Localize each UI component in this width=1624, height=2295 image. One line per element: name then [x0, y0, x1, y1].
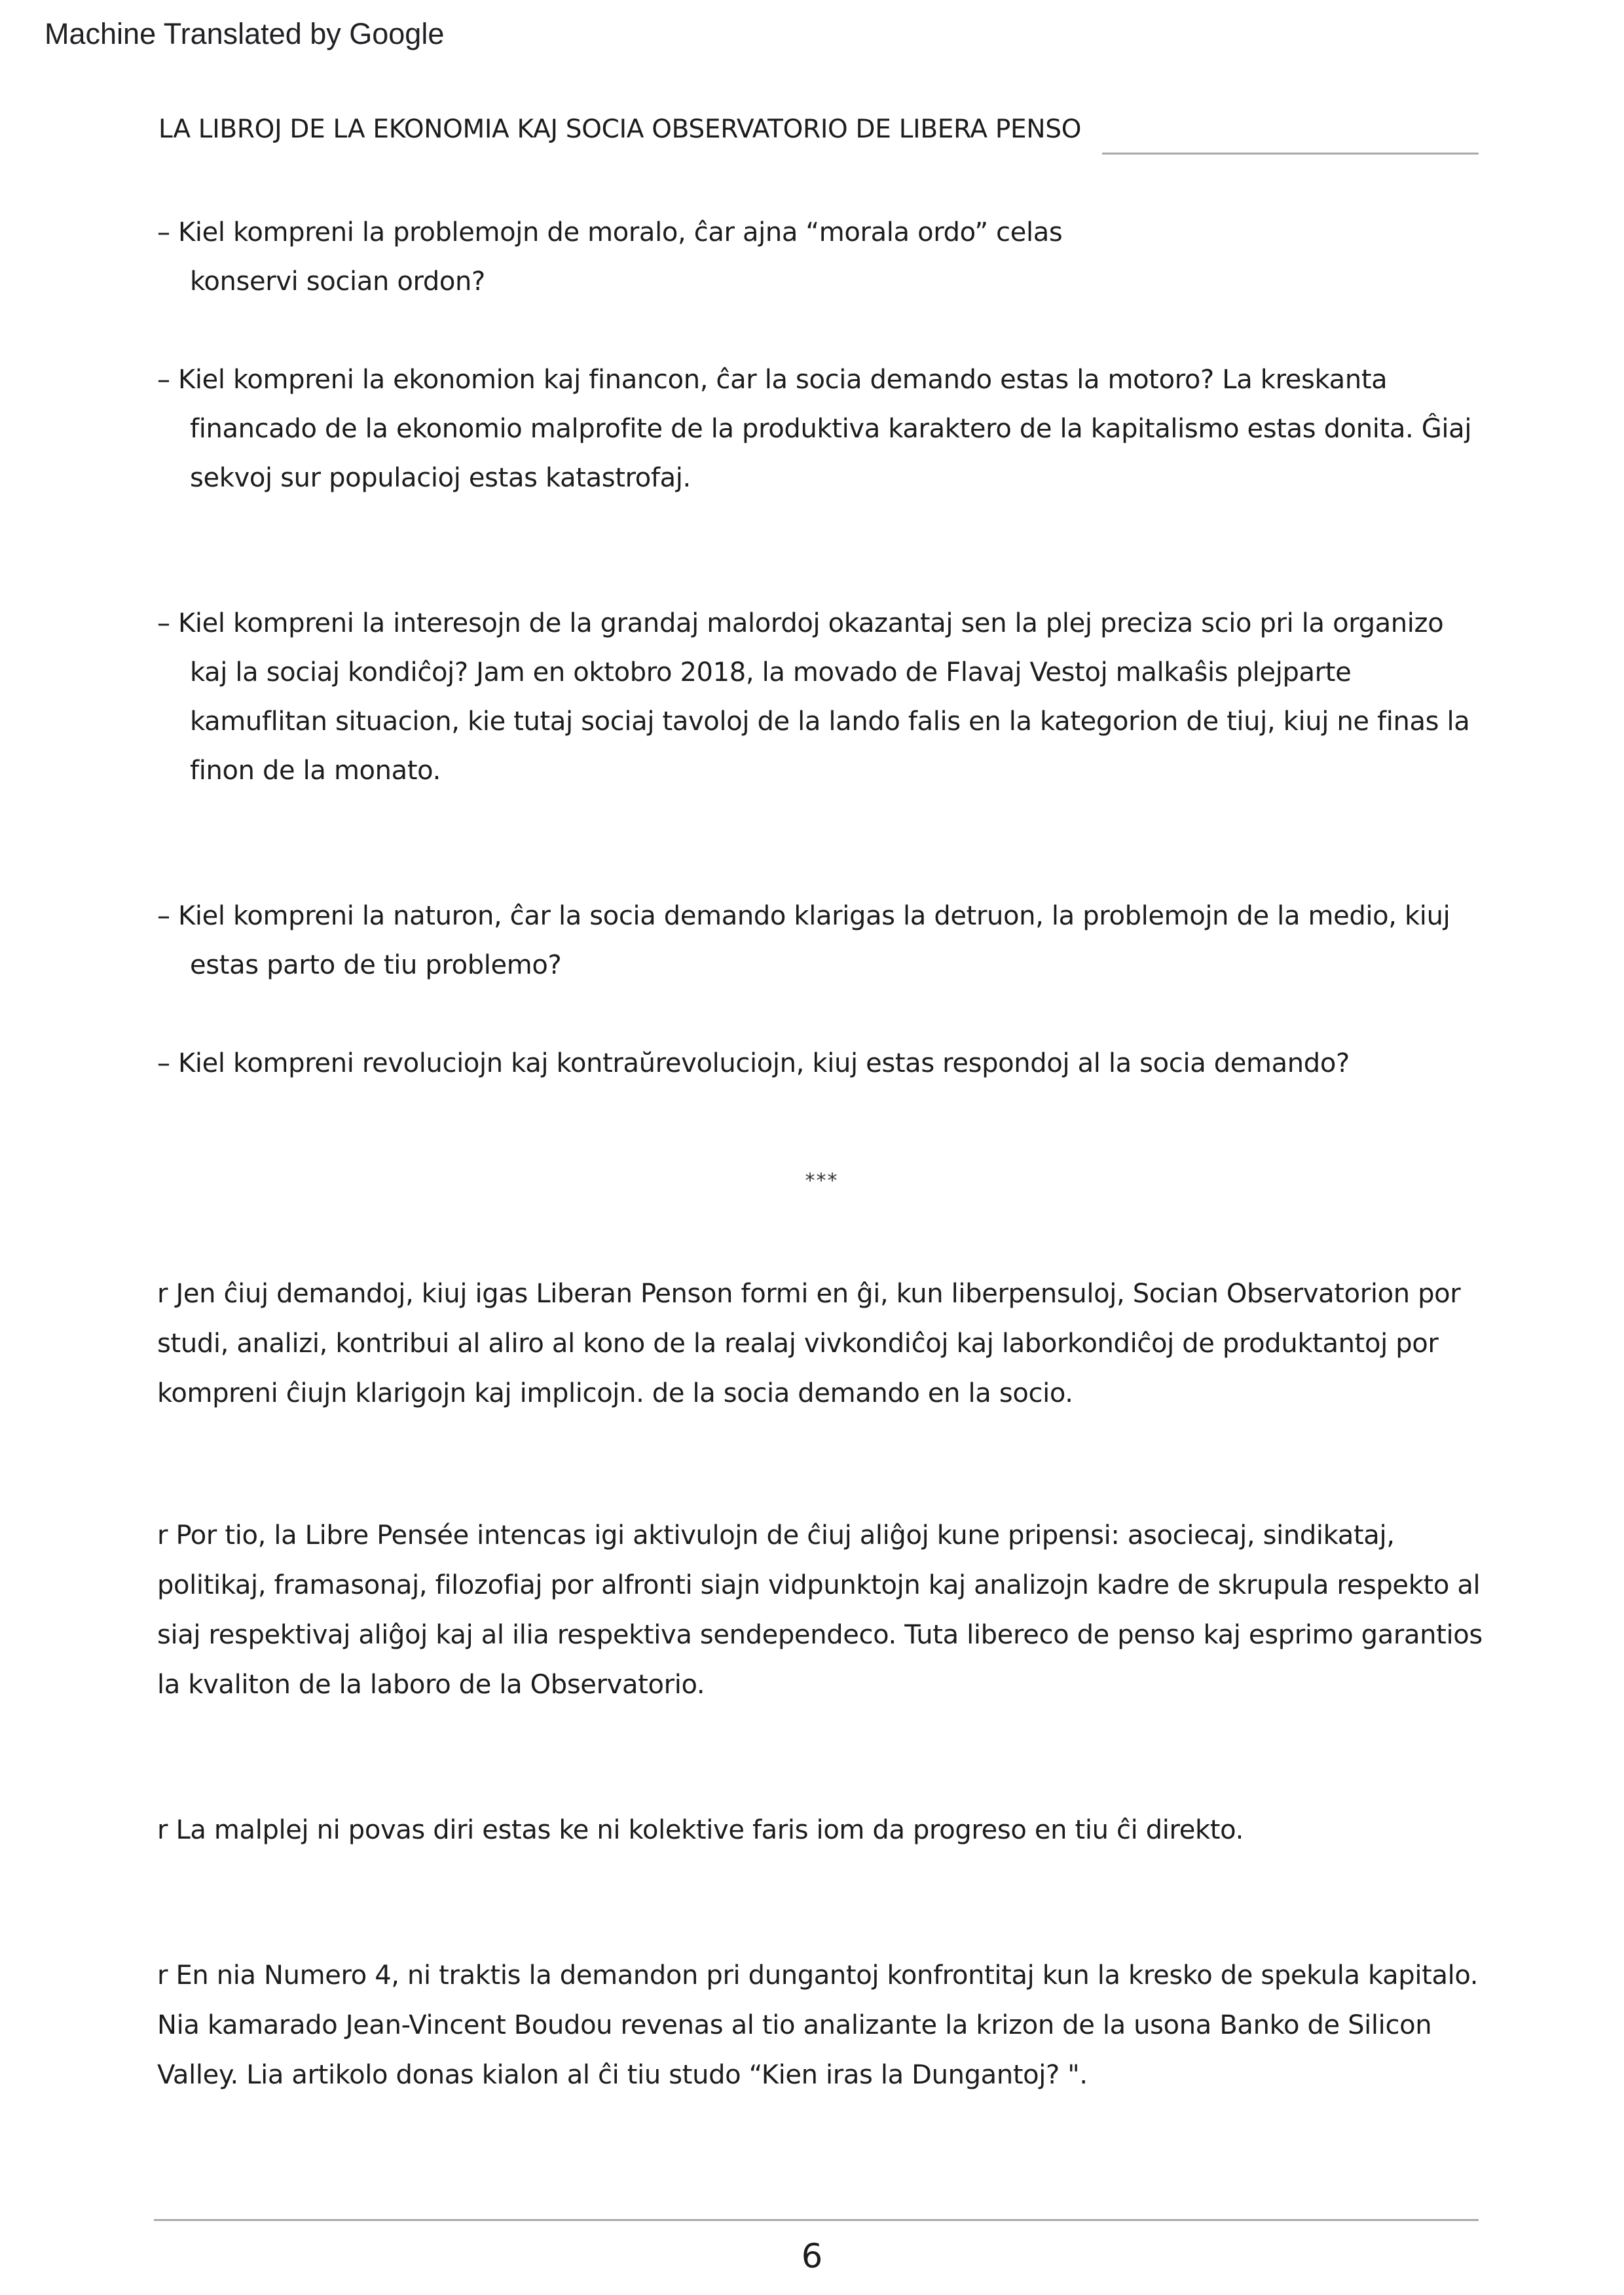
- question-revolutions: – Kiel kompreni revoluciojn kaj kontraŭrevoluciojn, kiuj estas respondoj al la socia demando?: [157, 1048, 1350, 1078]
- section-separator: ***: [805, 1169, 839, 1192]
- page-body: [157, 208, 1486, 2100]
- header-rule: [1102, 153, 1479, 155]
- question-nature: – Kiel kompreni la naturon, ĉar la socia demando klarigas la detruon, la problemojn de la medio, kiuj estas parto de tiu problemo?: [157, 901, 1450, 980]
- paragraph-numero-4: r En nia Numero 4, ni traktis la demandon pri dungantoj konfrontitaj kun la kresko de spekula kapitalo. Nia kamarado Jean-Vincent Boudou revenas al tio analizante la krizon de la usona Banko de Silicon Valley. Lia artikolo donas kialon al ĉi tiu studo “Kien iras la Dungantoj? ".: [157, 1960, 1479, 2090]
- question-economy: – Kiel kompreni la ekonomion kaj financon, ĉar la socia demando estas la motoro? La kreskanta financado de la ekonomio malprofite de la produktiva karaktero de la kapitalismo estas donita. Ĝiaj sekvoj sur populacioj estas katastrofaj.: [157, 365, 1472, 493]
- footer-rule: [154, 2219, 1479, 2221]
- paragraph-libre-pensee: r Por tio, la Libre Pensée intencas igi aktivulojn de ĉiuj aliĝoj kune pripensi: asociecaj, sindikataj, politikaj, framasonaj, filozofiaj por alfronti siajn vidpunktojn kaj analizojn kadre de skrupula respekto al siaj respektivaj aliĝoj kaj al ilia respektiva sendependeco. Tuta libereco de penso kaj esprimo garantios la kvaliton de la laboro de la Observatorio.: [157, 1520, 1483, 1700]
- question-morality: – Kiel kompreni la problemojn de moralo, ĉar ajna “morala ordo” celas konservi socian ordon?: [157, 217, 1063, 297]
- machine-translation-banner: Machine Translated by Google: [45, 17, 445, 50]
- question-interests: – Kiel kompreni la interesojn de la grandaj malordoj okazantaj sen la plej preciza scio pri la organizo kaj la sociaj kondiĉoj? Jam en oktobro 2018, la movado de Flavaj Vestoj malkaŝis plejparte kamuflitan situacion, kie tutaj sociaj tavoloj de la lando falis en la kategorion de tiuj, kiuj ne finas la finon de la monato.: [157, 608, 1470, 786]
- paragraph-questions-intro: r Jen ĉiuj demandoj, kiuj igas Liberan Penson formi en ĝi, kun liberpensuloj, Socian Observatorion por studi, analizi, kontribui al aliro al kono de la realaj vivkondiĉoj kaj laborkondiĉoj de produktantoj por kompreni ĉiujn klarigojn kaj implicojn. de la socia demando en la socio.: [157, 1279, 1461, 1408]
- page-number: 6: [801, 2237, 823, 2276]
- running-header: LA LIBROJ DE LA EKONOMIA KAJ SOCIA OBSERVATORIO DE LIBERA PENSO: [158, 115, 1082, 144]
- paragraph-progress: r La malplej ni povas diri estas ke ni kolektive faris iom da progreso en tiu ĉi direkto.: [157, 1815, 1244, 1845]
